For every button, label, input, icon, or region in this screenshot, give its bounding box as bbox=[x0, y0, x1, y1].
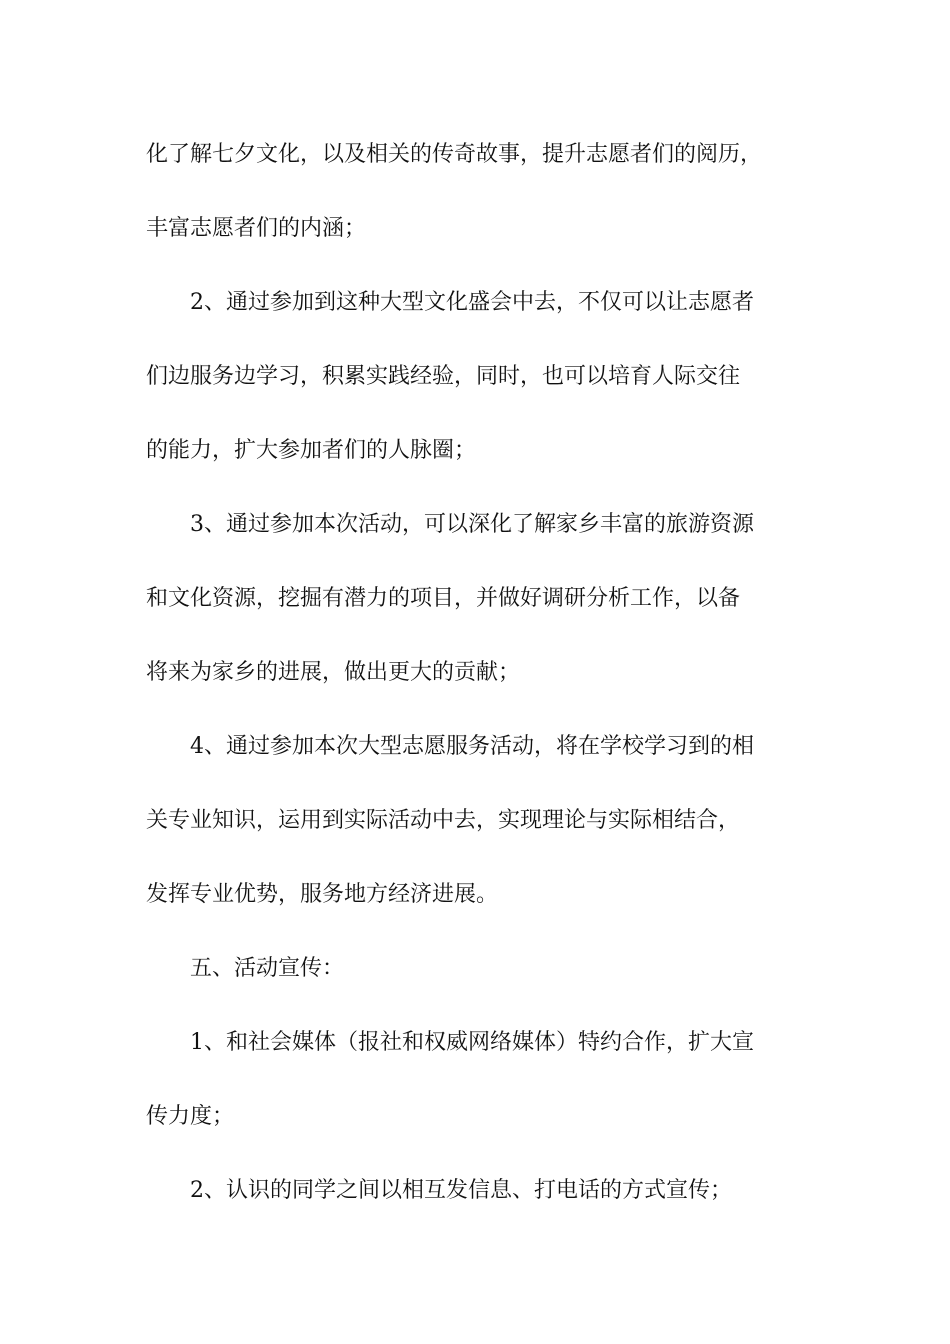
section-heading: 五、活动宣传： bbox=[146, 956, 345, 981]
text-line: 关专业知识，运用到实际活动中去，实现理论与实际相结合， bbox=[146, 808, 741, 833]
text-line: 1、和社会媒体（报社和权威网络媒体）特约合作，扩大宣 bbox=[146, 1030, 754, 1055]
text-line: 发挥专业优势，服务地方经济进展。 bbox=[146, 882, 499, 907]
text-line: 和文化资源，挖掘有潜力的项目，并做好调研分析工作，以备 bbox=[146, 586, 741, 611]
text-line: 们边服务边学习，积累实践经验，同时，也可以培育人际交往 bbox=[146, 364, 741, 389]
text-line: 丰富志愿者们的内涵； bbox=[146, 216, 367, 241]
text-line: 传力度； bbox=[146, 1104, 235, 1129]
text-line: 2、认识的同学之间以相互发信息、打电话的方式宣传； bbox=[146, 1178, 732, 1203]
text-line: 的能力，扩大参加者们的人脉圈； bbox=[146, 438, 477, 463]
text-line: 2、通过参加到这种大型文化盛会中去，不仅可以让志愿者 bbox=[146, 290, 754, 315]
text-line: 将来为家乡的进展，做出更大的贡献； bbox=[146, 660, 521, 685]
text-line: 4、通过参加本次大型志愿服务活动，将在学校学习到的相 bbox=[146, 734, 754, 759]
text-line: 3、通过参加本次活动，可以深化了解家乡丰富的旅游资源 bbox=[146, 512, 754, 537]
text-line: 化了解七夕文化，以及相关的传奇故事，提升志愿者们的阅历， bbox=[146, 142, 763, 167]
